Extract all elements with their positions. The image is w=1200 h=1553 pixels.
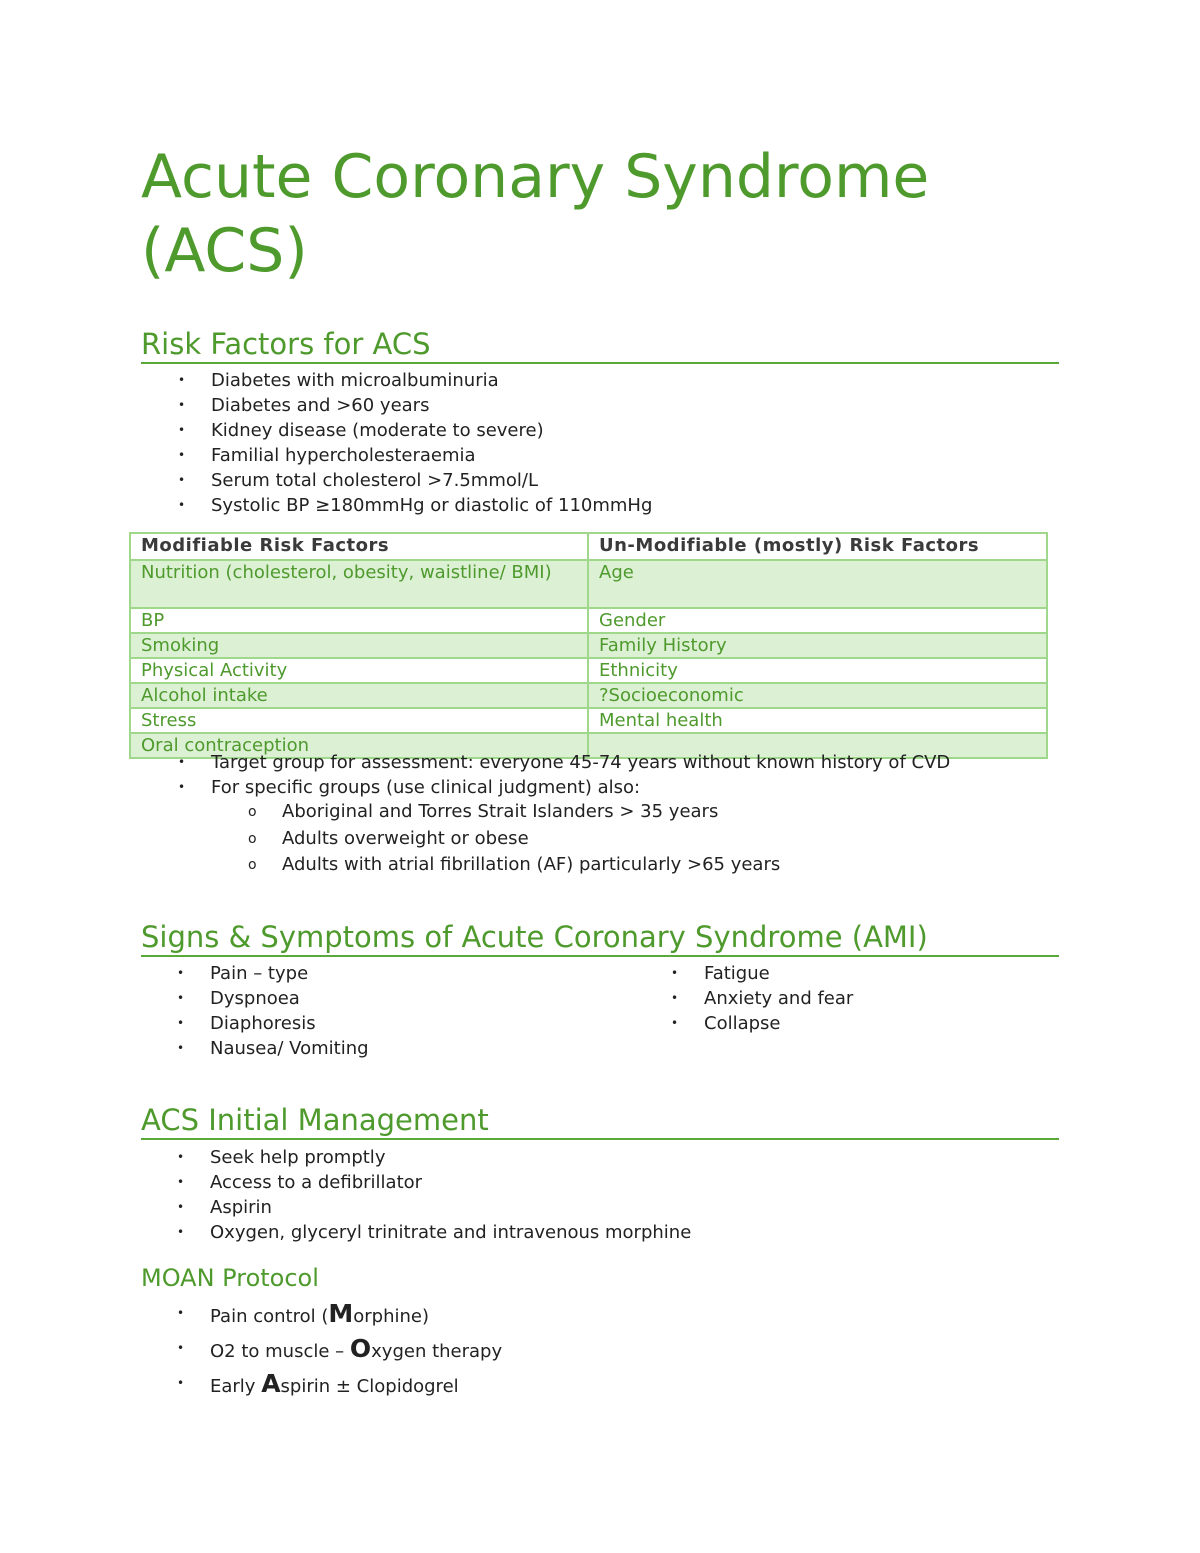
list-item: • Diaphoresis	[177, 1013, 316, 1034]
initial-management-heading: ACS Initial Management	[141, 1102, 1059, 1140]
table-cell: Mental health	[588, 708, 1047, 733]
circle-bullet-icon: o	[248, 857, 257, 873]
bullet-icon: •	[178, 398, 186, 412]
risk-factors-list	[178, 368, 653, 518]
list-item: • For specific groups (use clinical judgment) also:	[178, 777, 641, 798]
list-item: • Diabetes with microalbuminuria	[178, 370, 499, 391]
table-cell: Age	[588, 560, 1047, 608]
bullet-icon: •	[177, 1225, 185, 1239]
bullet-icon: •	[178, 473, 186, 487]
bullet-icon: •	[178, 780, 186, 794]
bullet-icon: •	[177, 1175, 185, 1189]
table-row	[130, 608, 1047, 633]
signs-column-2	[671, 961, 854, 1036]
risk-factors-heading: Risk Factors for ACS	[141, 326, 1059, 364]
bullet-icon: •	[177, 1041, 185, 1055]
table-cell: Physical Activity	[130, 658, 588, 683]
list-item: • Seek help promptly	[177, 1147, 386, 1168]
moan-protocol-heading: MOAN Protocol	[141, 1264, 319, 1292]
bullet-icon: •	[178, 448, 186, 462]
list-item: o Adults overweight or obese	[282, 826, 780, 853]
list-item: • Nausea/ Vomiting	[177, 1038, 369, 1059]
document-title: Acute Coronary Syndrome (ACS)	[141, 142, 930, 286]
table-cell: Family History	[588, 633, 1047, 658]
bullet-icon: •	[177, 1341, 185, 1355]
list-item: • Fatigue	[671, 963, 770, 984]
table-row	[130, 683, 1047, 708]
risk-factors-table	[129, 532, 1048, 759]
bullet-icon: •	[671, 1016, 679, 1030]
list-item: • Kidney disease (moderate to severe)	[178, 420, 544, 441]
list-item: • Target group for assessment: everyone 45-74 years without known history of CVD	[178, 752, 951, 773]
bullet-icon: •	[177, 966, 185, 980]
list-item: • Pain – type	[177, 963, 309, 984]
bullet-icon: •	[178, 498, 186, 512]
bullet-icon: •	[178, 373, 186, 387]
bullet-icon: •	[671, 966, 679, 980]
list-item: • Oxygen, glyceryl trinitrate and intravenous morphine	[177, 1222, 692, 1243]
list-item: o Adults with atrial fibrillation (AF) particularly >65 years	[282, 852, 780, 879]
list-item: • Anxiety and fear	[671, 988, 854, 1009]
management-list	[177, 1145, 692, 1245]
moan-list	[177, 1296, 503, 1401]
list-item: o Aboriginal and Torres Strait Islanders > 35 years	[282, 799, 780, 826]
table-row	[130, 708, 1047, 733]
list-item: • Early Aspirin ± Clopidogrel	[210, 1366, 502, 1401]
table-cell: Nutrition (cholesterol, obesity, waistline/ BMI)	[130, 560, 588, 608]
bullet-icon: •	[177, 1016, 185, 1030]
list-item: • Collapse	[671, 1013, 781, 1034]
bullet-icon: •	[177, 1150, 185, 1164]
list-item: • O2 to muscle – Oxygen therapy	[210, 1331, 502, 1366]
table-cell: BP	[130, 608, 588, 633]
table-row	[130, 658, 1047, 683]
table-header-row	[130, 533, 1047, 560]
circle-bullet-icon: o	[248, 830, 257, 847]
table-row	[130, 560, 1047, 608]
circle-bullet-icon: o	[248, 804, 257, 820]
list-item: • Dyspnoea	[177, 988, 300, 1009]
list-item: • Access to a defibrillator	[177, 1172, 423, 1193]
list-item: • Diabetes and >60 years	[178, 395, 430, 416]
bullet-icon: •	[178, 755, 186, 769]
bullet-icon: •	[178, 423, 186, 437]
signs-column-1	[177, 961, 369, 1061]
bullet-icon: •	[177, 1200, 185, 1214]
table-header-modifiable: Modifiable Risk Factors	[130, 533, 588, 560]
table-cell: ?Socioeconomic	[588, 683, 1047, 708]
table-cell: Ethnicity	[588, 658, 1047, 683]
assessment-list	[178, 750, 951, 800]
table-cell: Gender	[588, 608, 1047, 633]
list-item: • Pain control (Morphine)	[210, 1296, 502, 1331]
list-item: • Serum total cholesterol >7.5mmol/L	[178, 470, 538, 491]
list-item: • Aspirin	[177, 1197, 272, 1218]
bullet-icon: •	[177, 1306, 185, 1320]
bullet-icon: •	[177, 1376, 185, 1390]
table-cell: Oral contraception	[130, 733, 588, 758]
list-item: • Systolic BP ≥180mmHg or diastolic of 110mmHg	[178, 495, 653, 516]
table-cell: Alcohol intake	[130, 683, 588, 708]
specific-groups-list	[248, 799, 781, 879]
bullet-icon: •	[177, 991, 185, 1005]
table-cell: Smoking	[130, 633, 588, 658]
table-header-unmodifiable: Un-Modifiable (mostly) Risk Factors	[588, 533, 1047, 560]
table-cell: Stress	[130, 708, 588, 733]
list-item: • Familial hypercholesteraemia	[178, 445, 476, 466]
table-row	[130, 633, 1047, 658]
signs-symptoms-heading: Signs & Symptoms of Acute Coronary Syndrome (AMI)	[141, 919, 1059, 957]
bullet-icon: •	[671, 991, 679, 1005]
